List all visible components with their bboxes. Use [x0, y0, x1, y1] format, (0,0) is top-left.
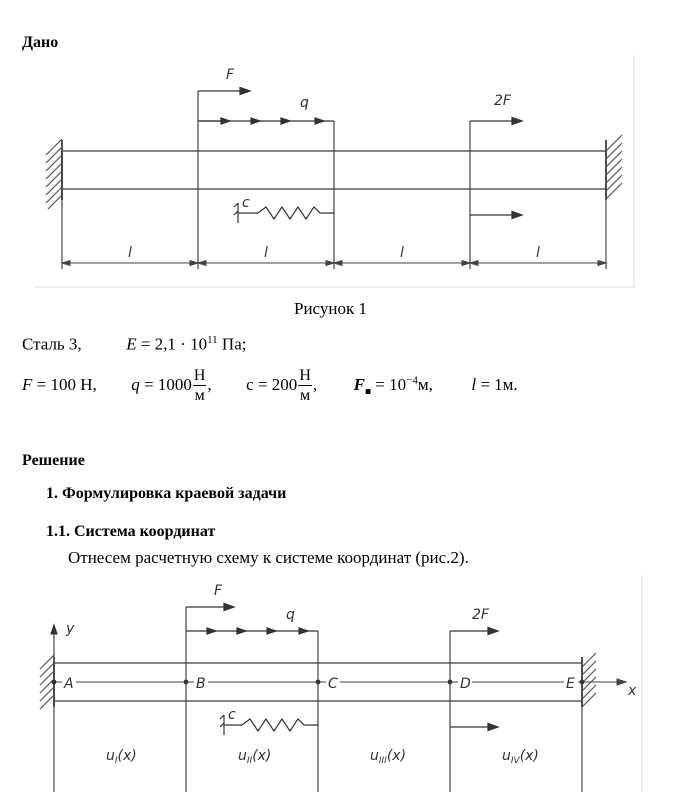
modulus-value: = 2,1 · 10 — [140, 334, 208, 354]
solution-heading: Решение — [22, 452, 85, 469]
load-symbol: q — [131, 374, 140, 394]
right-support-icon — [606, 135, 622, 200]
given-heading: Дано — [22, 34, 59, 51]
area-subscript: ■ — [364, 386, 372, 398]
area-exponent: −4 — [406, 374, 418, 387]
displacement-label-1: $u_I(x)$ — [106, 748, 137, 766]
force-F-label: F — [226, 67, 235, 83]
y-axis-label: y — [66, 621, 75, 637]
point-D-label: D — [460, 676, 471, 692]
left-support-icon — [46, 139, 62, 209]
spring-c-label: c — [242, 195, 250, 211]
force-2F-label: 2F — [472, 607, 489, 623]
length-value: = 1м. — [476, 374, 518, 394]
displacement-label-2: $u_{II}(x)$ — [238, 748, 272, 766]
point-C-label: C — [328, 676, 338, 692]
area-value: = 10 — [371, 374, 407, 394]
force-symbol: F — [22, 374, 33, 394]
point-E-label: E — [566, 676, 575, 692]
section-1-1-heading: 1.1. Система координат — [46, 523, 216, 540]
area-unit: м, — [417, 374, 433, 394]
distributed-load-q-icon — [198, 118, 334, 124]
segment-length-2: l — [264, 245, 268, 261]
area-symbol: F — [353, 374, 365, 394]
spring-c-label: c — [228, 707, 236, 723]
point-A-label: A — [64, 676, 74, 692]
force-value: = 100 Н, — [32, 374, 97, 394]
length-symbol: l — [471, 374, 477, 394]
force-2F-arrow-icon — [470, 118, 522, 219]
figure-2-coordinate-diagram — [30, 575, 680, 792]
right-support-icon — [582, 653, 596, 707]
force-2F-arrow-icon — [450, 628, 498, 731]
params-line-1 — [22, 334, 246, 355]
material-name: Сталь 3, — [22, 334, 82, 354]
displacement-label-4: $u_{IV}(x)$ — [502, 748, 539, 766]
figure-1-caption: Рисунок 1 — [294, 299, 367, 318]
force-F-arrow-icon — [186, 604, 234, 611]
params-line-2: F = 100 Н, q = 1000 $\frac{Н}{м}$ , c = 200 $\frac{Н}{м}$ , $F_■ = 10^{-4}м$, l = 1м. — [22, 367, 518, 404]
distributed-load-q-icon — [186, 628, 318, 634]
force-2F-label: 2F — [494, 93, 511, 109]
stiffness-unit-fraction: $\frac{Н}{м}$ — [299, 367, 311, 404]
x-axis-label: x — [628, 683, 637, 699]
modulus-exponent: 11 — [207, 334, 218, 346]
load-q-label: q — [300, 95, 309, 111]
modulus-symbol: E — [126, 334, 137, 354]
segment-length-4: l — [536, 245, 540, 261]
force-F-label: F — [214, 583, 223, 599]
stiffness-value: = 200 — [253, 374, 298, 394]
segment-length-1: l — [128, 245, 132, 261]
section-1-heading: 1. Формулировка краевой задачи — [46, 485, 287, 502]
section-1-1-text: Отнесем расчетную схему к системе координат (рис.2). — [68, 548, 469, 567]
load-q-label: q — [286, 607, 295, 623]
figure-1-beam-diagram — [30, 55, 640, 290]
modulus-unit: Па; — [217, 334, 247, 354]
stiffness-symbol: c — [246, 374, 254, 394]
point-B-label: B — [196, 676, 206, 692]
force-F-arrow-icon — [198, 88, 250, 95]
segment-length-3: l — [400, 245, 404, 261]
displacement-label-3: $u_{III}(x)$ — [370, 748, 407, 766]
load-value: = 1000 — [139, 374, 192, 394]
load-unit-fraction: $\frac{Н}{м}$ — [193, 367, 206, 404]
